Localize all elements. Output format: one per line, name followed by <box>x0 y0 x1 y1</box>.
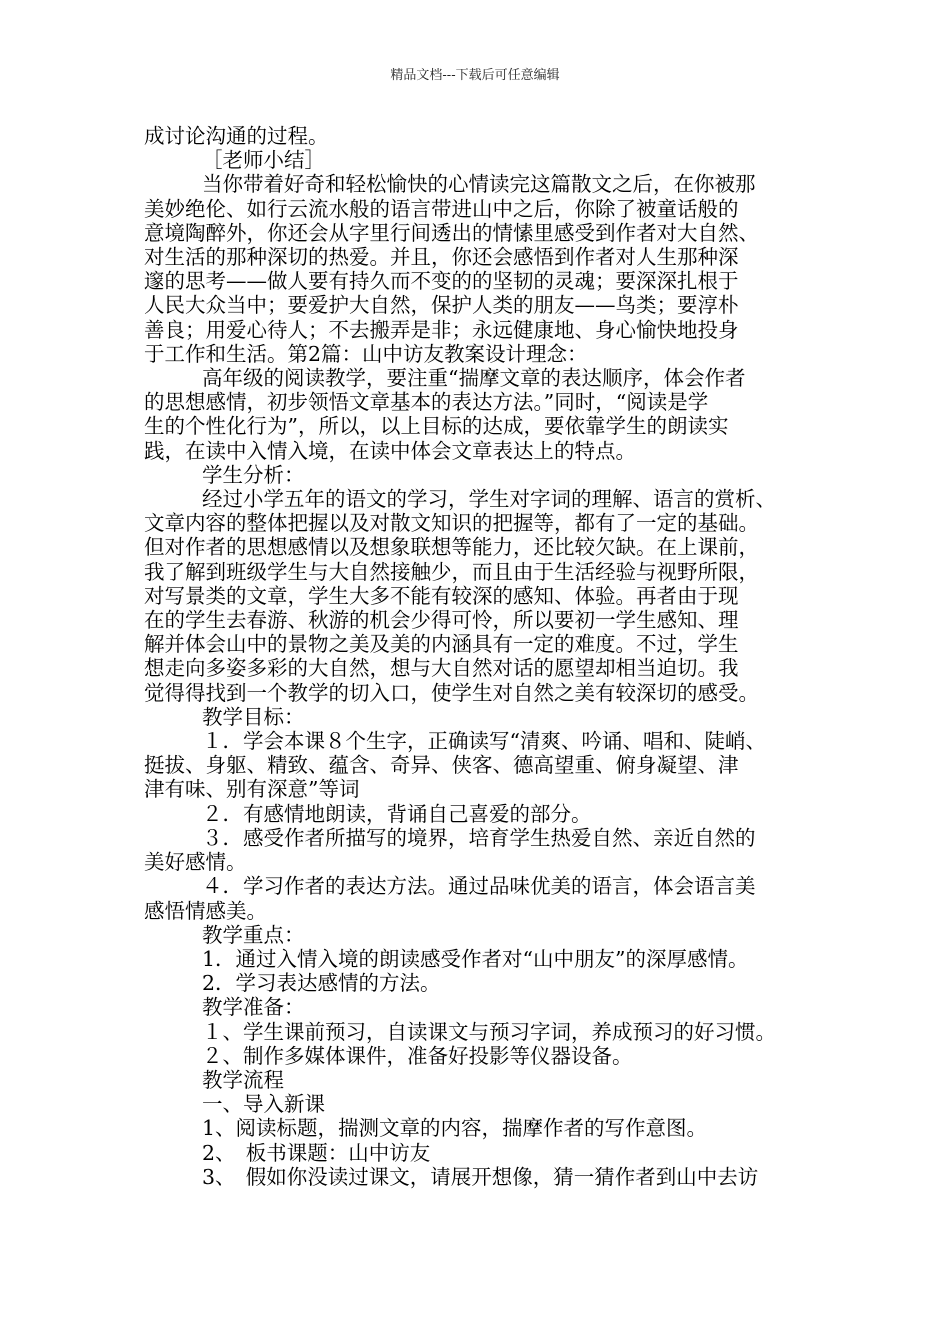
text-line: 解并体会山中的景物之美及美的内涵具有一定的难度。不过，学生 <box>144 632 739 657</box>
text-line: ［老师小结］ <box>202 148 325 173</box>
text-line: 1．通过入情入境的朗读感受作者对“山中朋友”的深厚感情。 <box>202 946 749 971</box>
text-line: 生的个性化行为”，所以，以上目标的达成，要依靠学生的朗读实 <box>144 414 729 439</box>
text-line: 教学准备： <box>202 995 305 1020</box>
text-line: １、学生课前预习，自读课文与预习字词，养成预习的好习惯。 <box>202 1019 776 1044</box>
text-line: 教学目标： <box>202 704 305 729</box>
text-line: 邃的思考——做人要有持久而不变的的坚韧的灵魂；要深深扎根于 <box>144 269 739 294</box>
text-line: 当你带着好奇和轻松愉快的心情读完这篇散文之后，在你被那 <box>202 172 756 197</box>
text-line: 文章内容的整体把握以及对散文知识的把握等，都有了一定的基础。 <box>144 511 759 536</box>
text-line: 美好感情。 <box>144 850 247 875</box>
text-line: １．学会本课８个生字，正确读写“清爽、吟诵、唱和、陡峭、 <box>202 729 766 754</box>
text-line: 践，在读中入情入境，在读中体会文章表达上的特点。 <box>144 438 636 463</box>
text-line: 想走向多姿多彩的大自然，想与大自然对话的愿望却相当迫切。我 <box>144 656 739 681</box>
text-line: 于工作和生活。第2篇：山中访友教案设计理念： <box>144 341 588 366</box>
text-line: 对生活的那种深切的热爱。并且，你还会感悟到作者对人生那种深 <box>144 245 739 270</box>
text-line: 人民大众当中；要爱护大自然，保护人类的朋友——鸟类；要淳朴 <box>144 293 739 318</box>
text-line: 的思想感情，初步领悟文章基本的表达方法。”同时，“阅读是学 <box>144 390 709 415</box>
text-line: 教学重点： <box>202 922 305 947</box>
text-line: 在的学生去春游、秋游的机会少得可怜，所以要初一学生感知、理 <box>144 608 739 633</box>
text-line: ４．学习作者的表达方法。通过品味优美的语言，体会语言美 <box>202 874 756 899</box>
text-line: 学生分析： <box>202 462 305 487</box>
text-line: 成讨论沟通的过程。 <box>144 124 329 148</box>
text-line: 觉得得找到一个教学的切入口，使学生对自然之美有较深切的感受。 <box>144 680 759 705</box>
text-line: ２、制作多媒体课件，准备好投影等仪器设备。 <box>202 1043 633 1068</box>
text-line: 意境陶醉外，你还会从字里行间透出的情愫里感受到作者对大自然、 <box>144 220 759 245</box>
text-line: 善良；用爱心待人；不去搬弄是非；永远健康地、身心愉快地投身 <box>144 317 739 342</box>
text-line: ２．有感情地朗读，背诵自己喜爱的部分。 <box>202 801 592 826</box>
text-line: 经过小学五年的语文的学习，学生对字词的理解、语言的赏析、 <box>202 487 776 512</box>
text-line: 美妙绝伦、如行云流水般的语言带进山中之后，你除了被童话般的 <box>144 196 739 221</box>
document-body <box>144 124 816 1189</box>
text-line: ３．感受作者所描写的境界，培育学生热爱自然、亲近自然的 <box>202 825 756 850</box>
text-line: 但对作者的思想感情以及想象联想等能力，还比较欠缺。在上课前， <box>144 535 759 560</box>
text-line: 2．学习表达感情的方法。 <box>202 971 441 996</box>
text-line: 津有味、别有深意”等词 <box>144 777 360 802</box>
text-line: 挺拔、身躯、精致、蕴含、奇异、侠客、德高望重、俯身凝望、津 <box>144 753 739 778</box>
text-line: 一、导入新课 <box>202 1092 325 1117</box>
text-line: 高年级的阅读教学，要注重“揣摩文章的表达顺序，体会作者 <box>202 366 746 391</box>
text-line: 感悟情感美。 <box>144 898 267 923</box>
text-line: 我了解到班级学生与大自然接触少，而且由于生活经验与视野所限， <box>144 559 759 584</box>
text-line: 1、阅读标题，揣测文章的内容，揣摩作者的写作意图。 <box>202 1116 708 1141</box>
page-header: 精品文档---下载后可任意编辑 <box>390 68 560 83</box>
text-line: 教学流程 <box>202 1067 284 1092</box>
text-line: 3、 假如你没读过课文，请展开想像，猜一猜作者到山中去访 <box>202 1164 759 1189</box>
text-line: 2、 板书课题：山中访友 <box>202 1140 431 1165</box>
text-line: 对写景类的文章，学生大多不能有较深的感知、体验。再者由于现 <box>144 583 739 608</box>
